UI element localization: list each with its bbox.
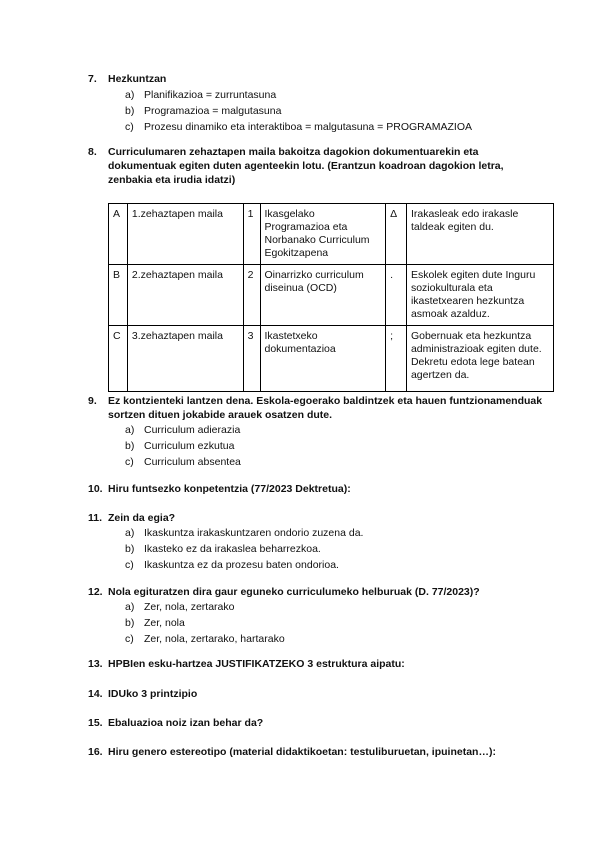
question-number: 8. bbox=[88, 146, 97, 158]
question-11-options bbox=[125, 525, 363, 573]
option-b: b) Zer, nola bbox=[125, 617, 185, 629]
question-7-options bbox=[125, 87, 472, 135]
question-number: 12. bbox=[88, 586, 103, 598]
question-13 bbox=[88, 657, 548, 671]
table-row: B 2.zehaztapen maila 2 Oinarrizko curriculum diseinua (OCD) . Eskolek egiten dute Inguru soziokulturala eta ikastetxearen hezkuntza asmoak azalduz. bbox=[109, 265, 554, 326]
question-number: 14. bbox=[88, 688, 103, 700]
option-b: b) Ikasteko ez da irakaslea beharrezkoa. bbox=[125, 543, 321, 555]
question-16 bbox=[88, 745, 548, 759]
option-c: c) Curriculum absentea bbox=[125, 456, 241, 468]
question-title: Hezkuntzan bbox=[108, 73, 167, 85]
question-number: 11. bbox=[88, 512, 103, 524]
table-row: A 1.zehaztapen maila 1 Ikasgelako Programazioa eta Norbanako Curriculum Egokitzapena Δ Irakasleak edo irakasle taldeak egiten du. bbox=[109, 204, 554, 265]
question-number: 9. bbox=[88, 395, 97, 407]
question-9-options bbox=[125, 422, 241, 470]
option-c: c) Ikaskuntza ez da prozesu baten ondorioa. bbox=[125, 559, 339, 571]
question-12 bbox=[88, 585, 548, 599]
question-title: Hiru genero estereotipo (material didaktikoetan: testuliburuetan, ipuinetan…): bbox=[108, 746, 496, 758]
option-a: a) Curriculum adierazia bbox=[125, 424, 241, 436]
question-9 bbox=[88, 394, 548, 424]
question-title: Nola egituratzen dira gaur eguneko curriculumeko helburuak (D. 77/2023)? bbox=[108, 586, 480, 598]
table-row: C 3.zehaztapen maila 3 Ikastetxeko dokumentazioa ; Gobernuak eta hezkuntza administrazioak egiten dute. Dekretu edota lege batean agertzen da. bbox=[109, 326, 554, 392]
question-title: Ebaluazioa noiz izan behar da? bbox=[108, 717, 264, 729]
option-c: c) Prozesu dinamiko eta interaktiboa = malgutasuna = PROGRAMAZIOA bbox=[125, 121, 472, 133]
question-11 bbox=[88, 511, 548, 525]
option-a: a) Planifikazioa = zurruntasuna bbox=[125, 89, 277, 101]
matching-table bbox=[108, 203, 554, 392]
question-title: Ez kontzienteki lantzen dena. Eskola-egoerako baldintzek eta hauen funtzionamenduak sortzen dituen jokabide arauek osatzen dute. bbox=[108, 395, 543, 421]
option-b: b) Curriculum ezkutua bbox=[125, 440, 235, 452]
option-c: c) Zer, nola, zertarako, hartarako bbox=[125, 633, 285, 645]
question-number: 15. bbox=[88, 717, 103, 729]
question-12-options bbox=[125, 599, 285, 647]
question-15 bbox=[88, 716, 548, 730]
question-number: 13. bbox=[88, 658, 103, 670]
option-a: a) Zer, nola, zertarako bbox=[125, 601, 235, 613]
question-title: IDUko 3 printzipio bbox=[108, 688, 198, 700]
question-title: Zein da egia? bbox=[108, 512, 176, 524]
question-7 bbox=[88, 72, 548, 86]
question-number: 16. bbox=[88, 746, 103, 758]
question-14 bbox=[88, 687, 548, 701]
question-10 bbox=[88, 482, 548, 496]
question-title: Curriculumaren zehaztapen maila bakoitza dagokion dokumentuarekin eta dokumentuak egiten duten agenteekin lotu. (Erantzun koadroan dagokion letra, zenbakia eta irudia idatzi) bbox=[108, 146, 504, 186]
option-a: a) Ikaskuntza irakaskuntzaren ondorio zuzena da. bbox=[125, 527, 364, 539]
question-title: Hiru funtsezko konpetentzia (77/2023 Dektretua): bbox=[108, 483, 351, 495]
question-8 bbox=[88, 145, 548, 189]
question-number: 7. bbox=[88, 73, 97, 85]
question-number: 10. bbox=[88, 483, 103, 495]
question-title: HPBIen esku-hartzea JUSTIFIKATZEKO 3 estruktura aipatu: bbox=[108, 658, 405, 670]
option-b: b) Programazioa = malgutasuna bbox=[125, 105, 282, 117]
